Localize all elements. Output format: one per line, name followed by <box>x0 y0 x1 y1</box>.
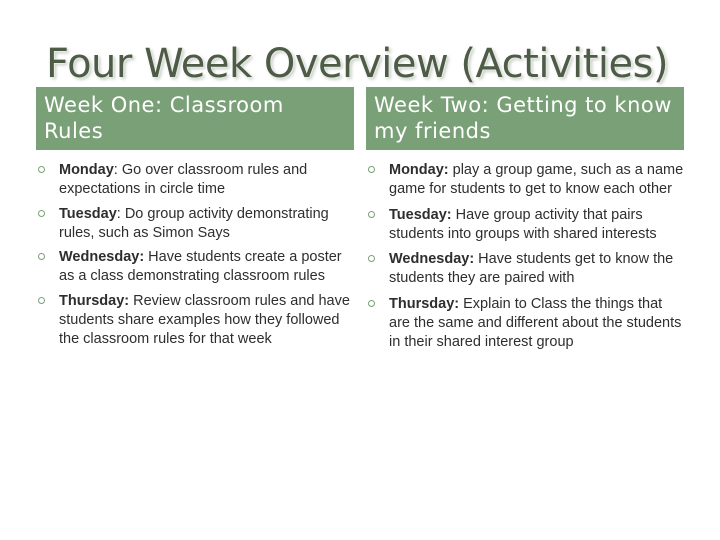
list-item-wednesday <box>36 248 354 287</box>
activity-text: Explain to Class the things that are the same and different about the students in their shared interest group <box>389 295 682 351</box>
day-label: Monday: <box>389 162 449 178</box>
week-two-activity-list <box>366 161 684 359</box>
list-item-thursday <box>36 292 354 350</box>
activity-text: Have students get to know the students they are paired with <box>389 251 674 287</box>
circle-bullet-icon <box>368 211 375 218</box>
slide-title: Four Week Overview (Activities) <box>46 41 669 87</box>
circle-bullet-icon <box>38 297 45 304</box>
activity-text: Have group activity that pairs students into groups with shared interests <box>389 206 657 242</box>
list-item-tuesday <box>366 206 684 245</box>
list-item-monday <box>36 161 354 200</box>
day-label: Wednesday: <box>59 249 145 266</box>
week-one-activity-list <box>36 161 354 355</box>
activity-text: Review classroom rules and have students share examples how they followed the classroom rules for that week <box>59 292 350 348</box>
day-label: Thursday: <box>59 292 130 309</box>
circle-bullet-icon <box>368 300 375 307</box>
week-one-header: Week One: Classroom Rules <box>36 87 354 150</box>
list-item-wednesday <box>366 250 684 289</box>
day-label: Wednesday: <box>389 251 475 268</box>
day-label: Tuesday <box>59 205 117 222</box>
circle-bullet-icon <box>38 253 45 260</box>
list-item-monday <box>366 161 684 200</box>
activity-text: play a group game, such as a name game for students to get to know each other <box>389 162 684 198</box>
list-item-thursday <box>366 295 684 353</box>
activity-text: : Go over classroom rules and expectations in circle time <box>59 162 308 198</box>
circle-bullet-icon <box>38 210 45 217</box>
day-label: Monday <box>59 162 114 178</box>
activity-text: : Do group activity demonstrating rules, such as Simon Says <box>59 205 329 241</box>
circle-bullet-icon <box>368 255 375 262</box>
circle-bullet-icon <box>38 166 45 173</box>
circle-bullet-icon <box>368 166 375 173</box>
day-label: Tuesday: <box>389 206 452 223</box>
list-item-tuesday <box>36 205 354 244</box>
week-two-header: Week Two: Getting to know my friends <box>366 87 684 150</box>
day-label: Thursday: <box>389 295 460 312</box>
activity-text: Have students create a poster as a class demonstrating classroom rules <box>59 249 342 285</box>
